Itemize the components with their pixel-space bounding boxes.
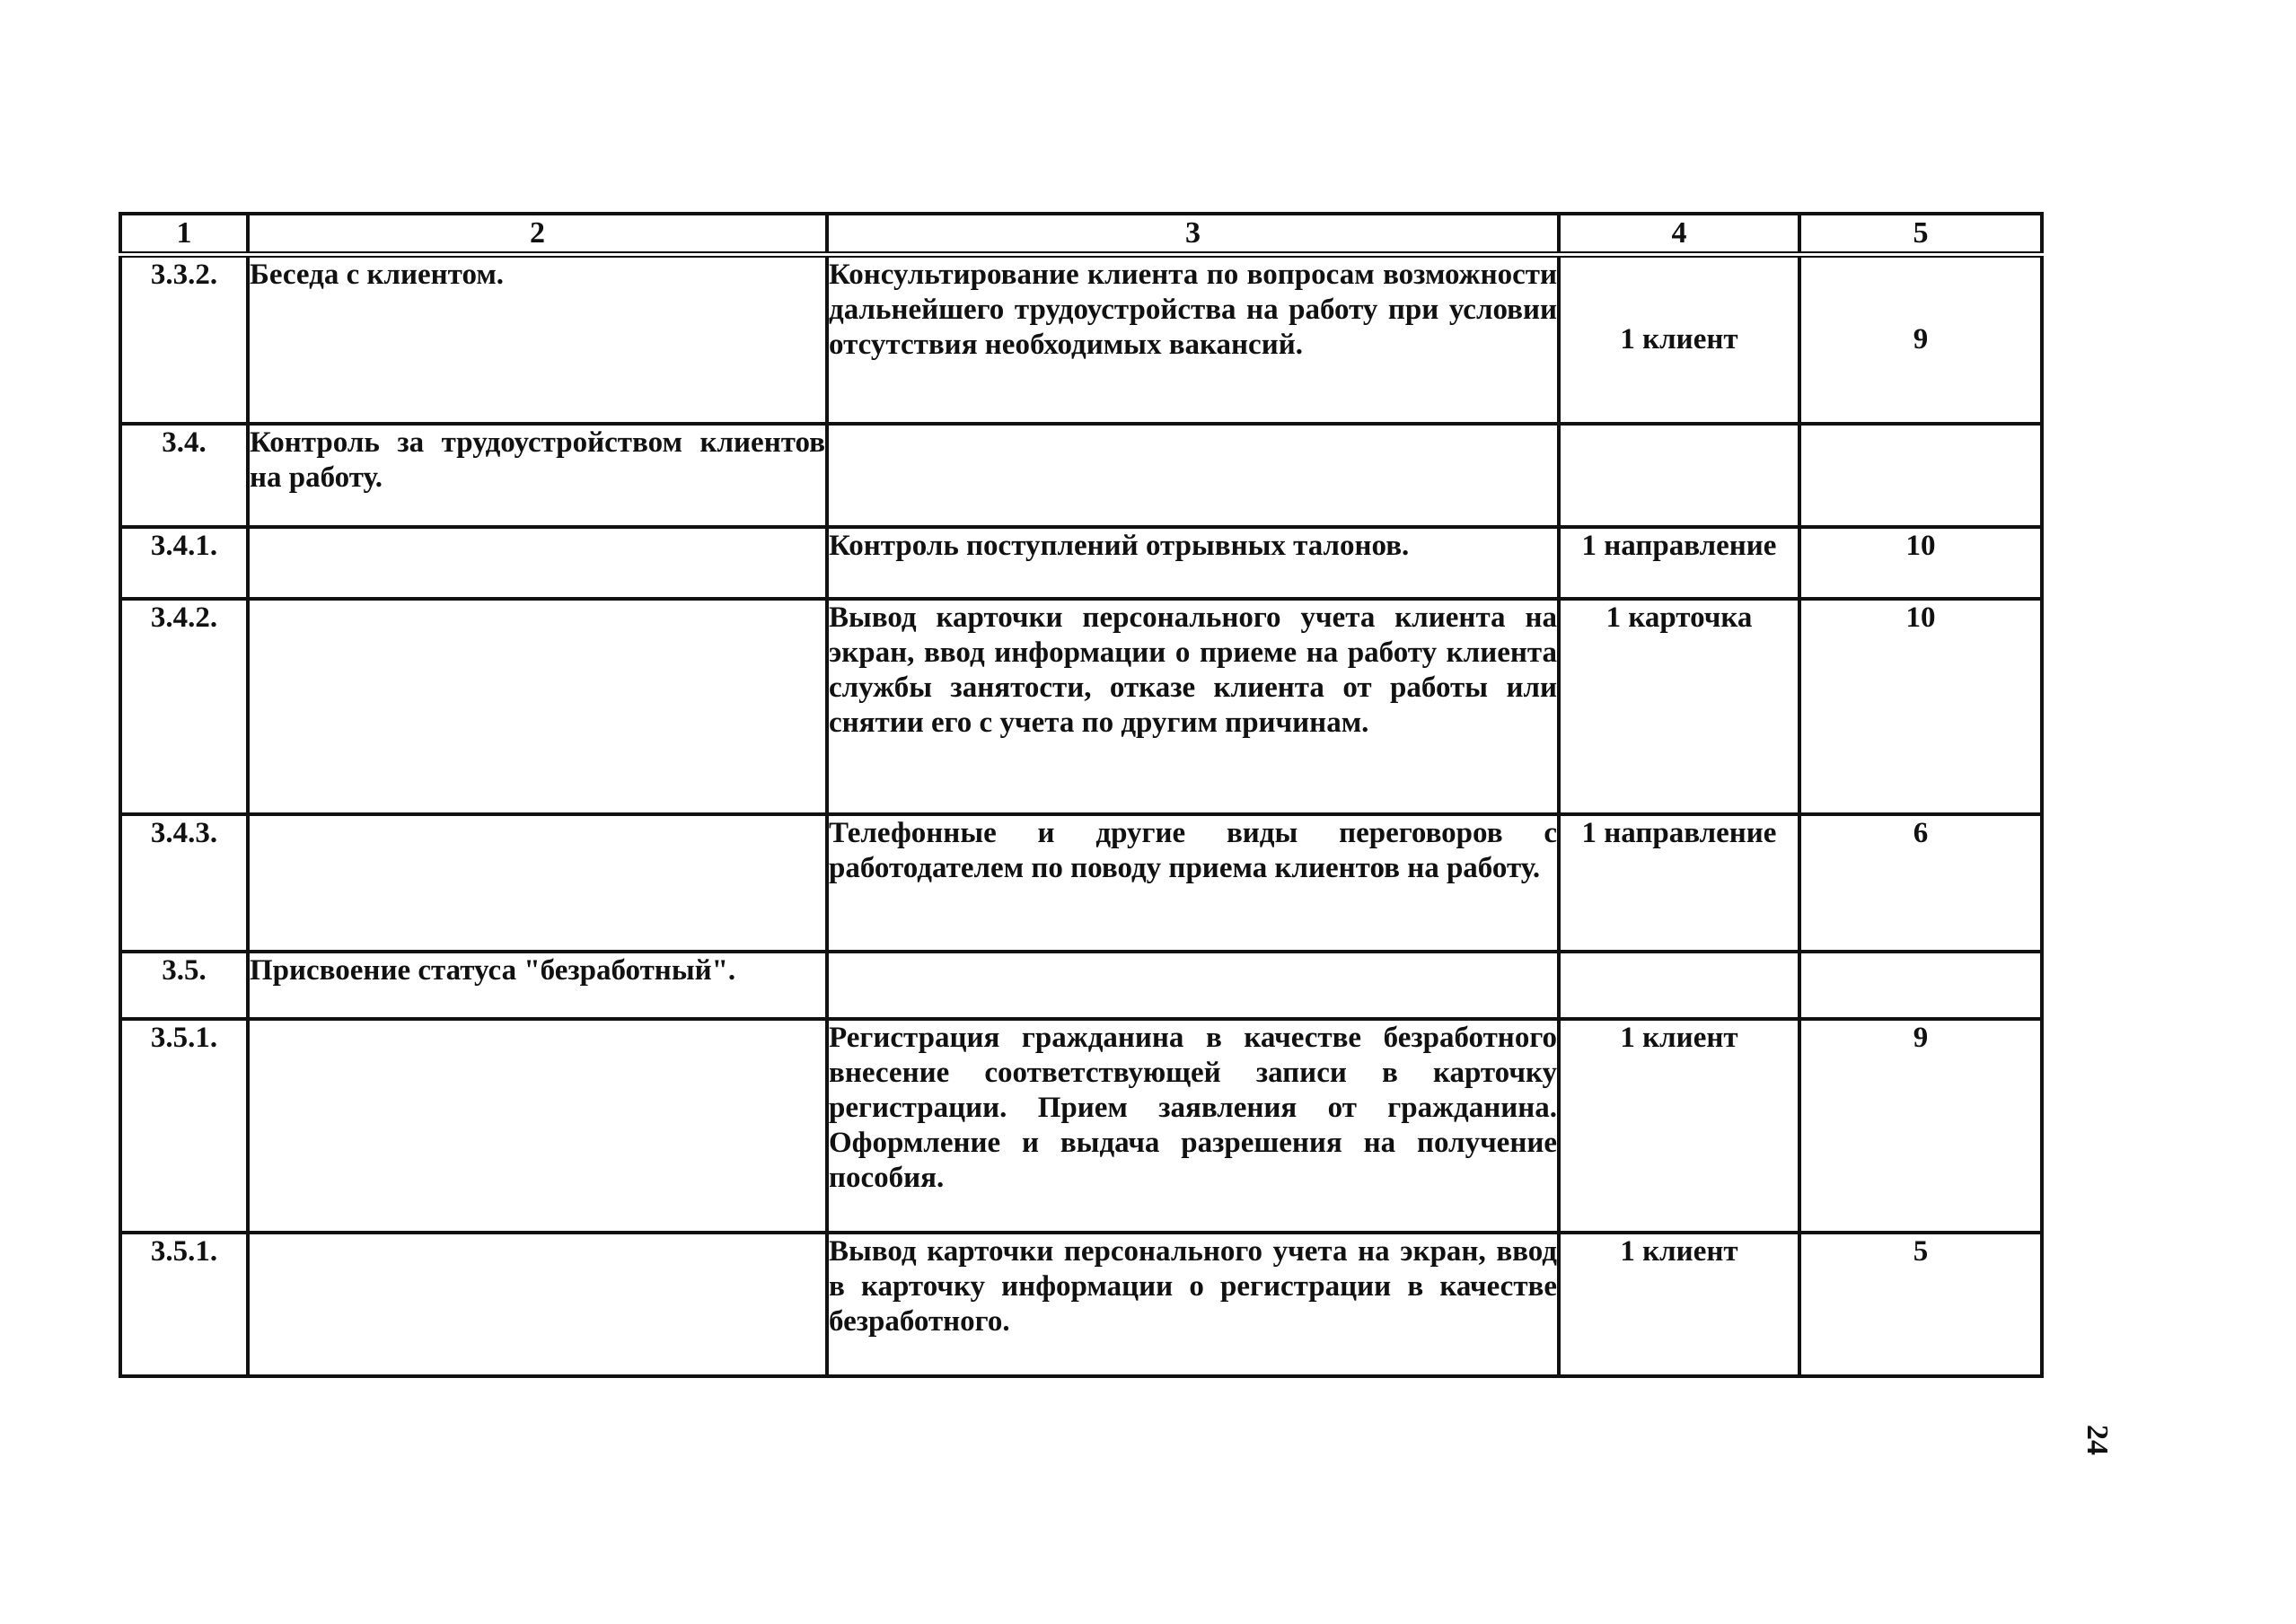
row-name: Беседа с клиентом.	[248, 255, 827, 424]
table-row	[120, 255, 2042, 424]
page-number: 24	[2080, 1425, 2114, 1455]
row-description: Контроль поступлений отрывных талонов.	[827, 527, 1559, 599]
row-norm: 9	[1799, 255, 2042, 424]
table-header-row	[120, 214, 2042, 255]
column-header-2: 2	[248, 214, 827, 255]
row-description: Вывод карточки персонального учета клиента на экран, ввод информации о приеме на работу клиента службы занятости, отказе клиента от работы или снятии его с учета по другим причинам.	[827, 599, 1559, 814]
row-code: 3.5.1.	[120, 1233, 248, 1376]
row-description	[827, 952, 1559, 1019]
column-header-3: 3	[827, 214, 1559, 255]
column-header-4: 4	[1559, 214, 1799, 255]
row-norm	[1799, 424, 2042, 527]
row-norm: 9	[1799, 1019, 2042, 1233]
row-name	[248, 527, 827, 599]
table-row	[120, 424, 2042, 527]
column-header-1: 1	[120, 214, 248, 255]
row-description: Телефонные и другие виды переговоров с работодателем по поводу приема клиентов на работу.	[827, 814, 1559, 952]
norms-table	[119, 212, 2044, 1378]
table-row	[120, 1019, 2042, 1233]
row-unit: 1 клиент	[1559, 255, 1799, 424]
row-norm: 10	[1799, 599, 2042, 814]
row-code: 3.4.2.	[120, 599, 248, 814]
row-unit: 1 направление	[1559, 814, 1799, 952]
column-header-5: 5	[1799, 214, 2042, 255]
table-row	[120, 952, 2042, 1019]
row-description	[827, 424, 1559, 527]
table-row	[120, 599, 2042, 814]
row-name	[248, 599, 827, 814]
row-description: Вывод карточки персонального учета на экран, ввод в карточку информации о регистрации в качестве безработного.	[827, 1233, 1559, 1376]
row-norm: 5	[1799, 1233, 2042, 1376]
row-name	[248, 814, 827, 952]
row-unit	[1559, 424, 1799, 527]
row-name: Контроль за трудоустройством клиентов на работу.	[248, 424, 827, 527]
table-row	[120, 1233, 2042, 1376]
row-unit: 1 направление	[1559, 527, 1799, 599]
row-name	[248, 1019, 827, 1233]
row-name: Присвоение статуса "безработный".	[248, 952, 827, 1019]
row-description: Регистрация гражданина в качестве безработного внесение соответствующей записи в карточку регистрации. Прием заявления от гражданина. Оформление и выдача разрешения на получение пособия.	[827, 1019, 1559, 1233]
table-row	[120, 814, 2042, 952]
table-row	[120, 527, 2042, 599]
row-code: 3.4.1.	[120, 527, 248, 599]
row-unit: 1 карточка	[1559, 599, 1799, 814]
row-unit	[1559, 952, 1799, 1019]
row-norm: 10	[1799, 527, 2042, 599]
row-unit: 1 клиент	[1559, 1233, 1799, 1376]
row-norm: 6	[1799, 814, 2042, 952]
row-code: 3.4.3.	[120, 814, 248, 952]
row-name	[248, 1233, 827, 1376]
row-code: 3.5.	[120, 952, 248, 1019]
row-description: Консультирование клиента по вопросам возможности дальнейшего трудоустройства на работу при условии отсутствия необходимых вакансий.	[827, 255, 1559, 424]
row-code: 3.4.	[120, 424, 248, 527]
row-code: 3.5.1.	[120, 1019, 248, 1233]
row-norm	[1799, 952, 2042, 1019]
row-code: 3.3.2.	[120, 255, 248, 424]
row-unit: 1 клиент	[1559, 1019, 1799, 1233]
